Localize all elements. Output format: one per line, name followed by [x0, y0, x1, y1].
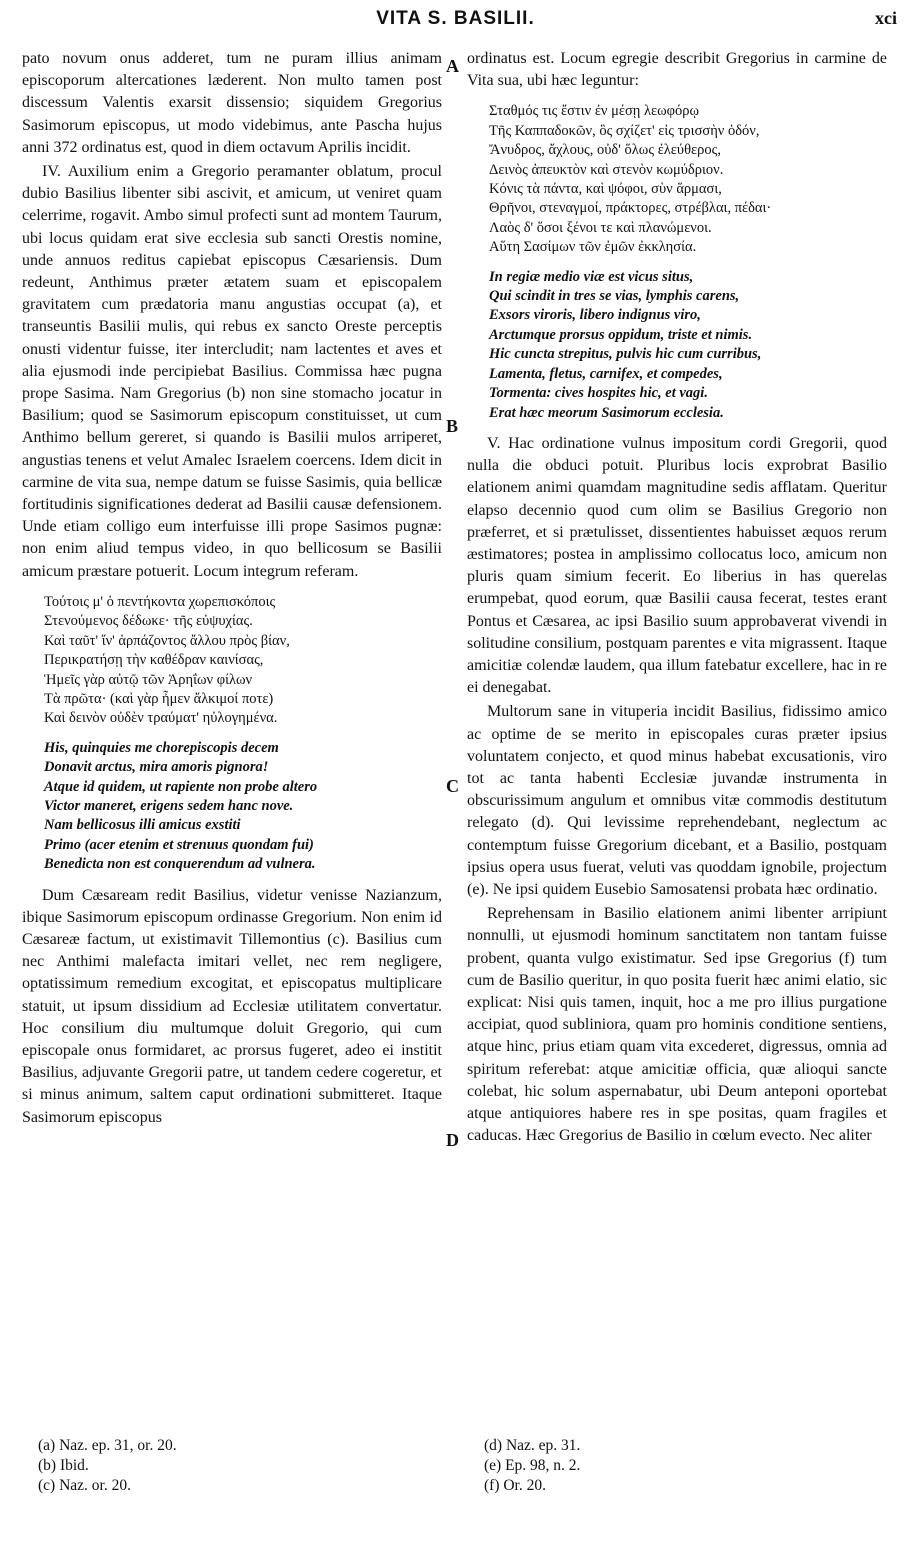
- page-header: [0, 8, 911, 36]
- footnote: (c) Naz. or. 20.: [38, 1477, 131, 1494]
- verse-line: Δεινὸς ἀπευκτὸν καὶ στενὸν κωμύδριον.: [489, 161, 724, 178]
- footnote: (e) Ep. 98, n. 2.: [484, 1457, 581, 1474]
- verse-line: Hic cuncta strepitus, pulvis hic cum curribus,: [489, 346, 762, 363]
- verse-line: Exsors viroris, libero indignus viro,: [489, 307, 701, 324]
- verse-line: Κόνις τὰ πάντα, καὶ ψόφοι, σὺν ἅρμασι,: [489, 181, 722, 198]
- verse-line: Αὕτη Σασίμων τῶν ἐμῶν ἐκκλησία.: [489, 239, 697, 256]
- left-greek-verse: [44, 593, 442, 729]
- verse-line: Donavit arctus, mira amoris pignora!: [44, 759, 269, 776]
- left-paragraph-1: pato novum onus adderet, tum ne puram illius animam episcoporum altercationes læderent. Non multo tamen post discessum Valentis exarsit dissensio; siquidem Gregorius Sasimorum episcopus, ut modo videbimus, ante Pascha hujus anni 372 ordinatus est, quod in diem octavum Aprilis incidit.: [22, 50, 442, 156]
- margin-marker-b: B: [446, 416, 459, 436]
- running-title: VITA S. BASILII.: [376, 8, 535, 29]
- verse-line: Nam bellicosus illi amicus exstiti: [44, 817, 241, 834]
- footnote: (b) Ibid.: [38, 1457, 89, 1474]
- margin-marker-c: C: [446, 776, 459, 796]
- right-column: [467, 48, 887, 1428]
- verse-line: Qui scindit in tres se vias, lymphis carens,: [489, 288, 740, 305]
- verse-line: Καὶ ταῦτ' ἵν' ἁρπάζοντος ἄλλου πρὸς βίαν,: [44, 632, 290, 649]
- right-latin-verse: [489, 268, 887, 423]
- verse-line: Ἡμεῖς γὰρ αὐτῷ τῶν Ἀρηΐων φίλων: [44, 671, 253, 688]
- right-paragraph-4: Reprehensam in Basilio elationem animi libenter arripiunt nonnulli, ut ejusmodi hominum sanctitatem non tantam fuisse probent, quanta vulgo existimatur. Sed ipse Gregorius (f) tum cum de Basilio queritur, in quo posita fuerit hæc animi elatio, sic explicat: Nisi quis tamen, inquit, hoc a me pro illius purgatione accipiat, quod subliniora, quam pro hominis conditione sentiens, atque hinc, prius etiam quam vita excederet, digressus, omnia ad spiritum referebat: atque amicitiæ officia, quæ alioqui sancte colebat, hic solum aspernabatur, ubi Deum anteponi oportebat atque antiquiores habere res in spe positas, quam fragiles et caducas. Hæc Gregorius de Basilio in cœlum evecto. Nec aliter: [467, 905, 887, 1145]
- verse-line: Benedicta non est conquerendum ad vulnera.: [44, 856, 316, 873]
- margin-marker-d: D: [446, 1130, 459, 1150]
- left-latin-verse: [44, 739, 442, 875]
- right-paragraph-2: V. Hac ordinatione vulnus impositum cordi Gregorii, quod nulla die obduci potuit. Pluribus locis exprobrat Basilio elationem animi quamdam magnitudine sedis afflatam. Queritur elapso decennio quod cum olim se Basilius Gregorio non præferret, et si prætulisset, dissentientes habuisset æquos rerum æstimatores; postea in amplissimo collocatus loco, amicum non pluris quam simium fecerit. Eo liberius in has querelas erumpebat, quod eorum, quæ Basilii causa fecerat, testes erant Pontus et Cæsarea, ac ipsi Basilio suum approbaverat vivendi in solitudine consilium, postquam parentes e vita migrassent. Itaque amicitiæ colendæ laudem, qua illum fatebatur excellere, hac in re ei denegabat.: [467, 434, 887, 697]
- verse-line: Τούτοις μ' ὁ πεντήκοντα χωρεπισκόποις: [44, 593, 276, 610]
- verse-line: Στενούμενος δέδωκε· τῆς εὐψυχίας.: [44, 613, 253, 630]
- right-paragraph-3: Multorum sane in vituperia incidit Basilius, fidissimo amico ac optime de se merito in episcopales curas præter ipsius voluntatem conjecto, et quod minus habebat excusationis, viro tot ac tanta habenti Ecclesiæ juvandæ instrumenta in obscurissimum angulum et omnibus vitæ commodis destitutum relegato (d). Qui levissime reprehendebant, neglectum ac contemptum fuisse Gregorium dicebant, et a Basilio, postquam ipsius opera usus fuerat, veluti vas quoddam ignobile, projectum (e). Ne ipsi quidem Eusebio Samosatensi probata hæc ordinatio.: [467, 703, 887, 898]
- left-paragraph-3: Dum Cæsaream redit Basilius, videtur venisse Nazianzum, ibique Sasimorum episcopum ordinasse Gregorium. Non enim id Cæsareæ factum, ut existimavit Tillemontius (c). Basilius cum nec Anthimi malefacta imitari vellet, nec rem negligere, optatissimum remedium excogitat, et episcopatus multiplicare statuit, ut ipsum dissidium ad Ecclesiæ utilitatem convertatur. Hoc consilium diu multumque doluit Gregorio, qui cum episcopale onus formidaret, ac prorsus fugeret, adeo ei institit Basilius, adjuvante Gregorii patre, ut tandem cedere cogeretur, et si minus animum, saltem caput ordinationi submitteret. Itaque Sasimorum episcopus: [22, 886, 442, 1126]
- verse-line: Σταθμός τις ἔστιν ἐν μέσῃ λεωφόρῳ: [489, 103, 700, 120]
- right-greek-verse: [489, 102, 887, 257]
- verse-line: Τὰ πρῶτα· (καὶ γὰρ ἦμεν ἄλκιμοί ποτε): [44, 690, 274, 707]
- verse-line: Περικρατήσῃ τὴν καθέδραν καινίσας,: [44, 652, 264, 669]
- verse-line: Lamenta, fletus, carnifex, et compedes,: [489, 365, 723, 382]
- verse-line: In regiæ medio viæ est vicus situs,: [489, 268, 694, 285]
- footnote: (a) Naz. ep. 31, or. 20.: [38, 1437, 177, 1454]
- right-paragraph-1: ordinatus est. Locum egregie describit Gregorius in carmine de Vita sua, ubi hæc leguntur:: [467, 50, 887, 90]
- verse-line: Λαὸς δ' ὅσοι ξένοι τε καὶ πλανώμενοι.: [489, 219, 712, 236]
- verse-line: Tormenta: cives hospites hic, et vagi.: [489, 385, 708, 402]
- left-paragraph-2: IV. Auxilium enim a Gregorio peramanter oblatum, procul dubio Basilius libenter sibi ascivit, et amicum, ut veniret quam celerrime, rogavit. Ambo simul profecti sunt ad montem Taurum, ubi locus quidam erat sive ecclesia sub sancti Orestis nomine, unde annuos reditus capiebat episcopus Cæsariensis. Dum redeunt, Anthimus præter ætatem suam et episcopalem gravitatem cum prædatoria manu angustias occupat (a), et transeuntis Basilii mulis, qui rebus ex sancto Oreste perceptis onusti videntur fuisse, iter intercludit; nam lactentes et aves et alia ejusmodi inde percipiebat Basilius. Commissa hæc pugna prope Sasima. Nam Gregorius (b) non sine stomacho jocatur in Basilium; quod se Sasimorum episcopum constituisset, ut cum Anthimo bellum gereret, si quando is Basilii mulos arriperet, angustias tenens et velut Amalec Israelem coercens. Idem dicit in carmine de vita sua, nempe datum se fuisse Sasimis, quia bellicæ fortitudinis significationes dederat ad Basilii causæ defensionem. Unde etiam colligo eum interfuisse illi prope Sasimos pugnæ: non enim aliud tempus video, in quo bellicosum se Basilii amicum præstare potuerit. Locum integrum referam.: [22, 163, 442, 580]
- left-column: [22, 48, 442, 1428]
- verse-line: Τῆς Καππαδοκῶν, ὃς σχίζετ' εἰς τρισσὴν ὁδόν,: [489, 122, 760, 139]
- verse-line: Victor maneret, erigens sedem hanc nove.: [44, 797, 294, 814]
- verse-line: Primo (acer etenim et strenuus quondam fui): [44, 836, 314, 853]
- verse-line: His, quinquies me chorepiscopis decem: [44, 739, 279, 756]
- verse-line: Atque id quidem, ut rapiente non probe altero: [44, 778, 318, 795]
- verse-line: Arctumque prorsus oppidum, triste et nimis.: [489, 326, 753, 343]
- footnotes-left: [38, 1436, 438, 1496]
- page-number: xci: [875, 8, 897, 28]
- verse-line: Erat hæc meorum Sasimorum ecclesia.: [489, 404, 724, 421]
- footnote: (f) Or. 20.: [484, 1477, 546, 1494]
- margin-marker-a: A: [446, 56, 459, 76]
- verse-line: Θρῆνοι, στεναγμοί, πράκτορες, στρέβλαι, πέδαι·: [489, 200, 772, 217]
- verse-line: Ἄνυδρος, ἄχλους, οὐδ' ὅλως ἐλεύθερος,: [489, 142, 721, 159]
- footnotes-right: [484, 1436, 884, 1496]
- verse-line: Καὶ δεινὸν οὐδὲν τραύματ' ηὐλογημένα.: [44, 710, 278, 727]
- footnote: (d) Naz. ep. 31.: [484, 1437, 581, 1454]
